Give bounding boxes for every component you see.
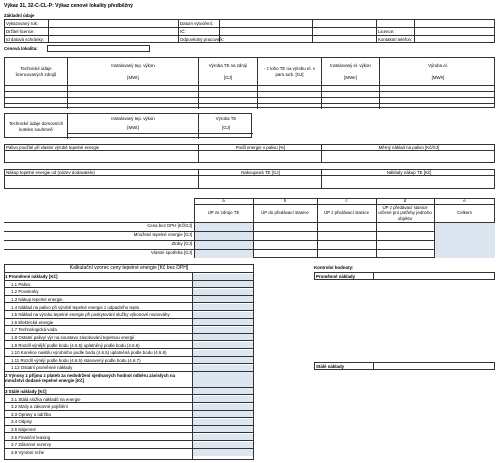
tech-col-installed-heat: Instalovaný tep. výkon bbox=[111, 63, 155, 68]
price-letter-e: e bbox=[463, 197, 466, 203]
calc-row-label: 3.1 Stálá složka nákladů na energie bbox=[11, 396, 81, 402]
price-row-quantity: Množství tepelné energie [GJ] bbox=[133, 232, 192, 237]
calc-row-label: 3.7 Zákonné rezervy bbox=[11, 442, 52, 448]
report-title: Výkaz 31, 32-C-CL-P: Výkaz cenové lokality předběžný bbox=[4, 3, 133, 9]
purchase-col-cost: Náklady nákup TE [Kč] bbox=[386, 169, 432, 175]
price-table bbox=[4, 198, 495, 258]
price-letter-c: c bbox=[345, 197, 348, 203]
control-fixed-row bbox=[314, 362, 495, 370]
tech-unit-mwh: [MWh] bbox=[431, 75, 445, 80]
fuel-col-unit-cost: Měrný náklad na palivo [Kč/GJ] bbox=[378, 144, 440, 150]
calc-row bbox=[4, 448, 254, 456]
calc-row bbox=[4, 356, 254, 364]
price-row-losses: Ztráty [GJ] bbox=[171, 241, 192, 246]
price-letter-a: a bbox=[222, 197, 225, 203]
calc-row bbox=[4, 340, 254, 348]
calc-row bbox=[4, 387, 254, 395]
calc-row-label: 3.3 Opravy a údržba bbox=[11, 411, 51, 417]
label-license-holder: Držitel licence: bbox=[6, 28, 35, 34]
calc-row-label: 1.1 Palivo bbox=[11, 281, 31, 287]
calc-row bbox=[4, 417, 254, 425]
boiler-table bbox=[4, 113, 252, 138]
calc-row-label: 3.8 Výrobní režie bbox=[11, 449, 45, 455]
tech-sources-header: Technické údaje licencovaných zdrojů bbox=[5, 58, 68, 85]
calc-row bbox=[4, 394, 254, 402]
price-col-total: Celkem bbox=[457, 210, 472, 216]
boiler-unit-gj: [GJ] bbox=[221, 125, 231, 130]
calc-row-label: 1.2 Povolenky bbox=[11, 289, 39, 295]
tech-col-turbine-heat: - z toho TE na výrobu el. v parn.turb. [GJ] bbox=[258, 58, 322, 85]
calc-row-label: 2 Výnosy z příjmu z plateb za nedodržení sjednaných hodnot odběru závislých na množství dodané tepelné energie [Kč] bbox=[5, 372, 176, 384]
price-col-to-station: ÚP do předávací stanice bbox=[261, 210, 309, 216]
boiler-header: Technické údaje domovních kotelen souhrnně bbox=[5, 114, 68, 139]
calc-row-value[interactable] bbox=[193, 372, 254, 387]
calc-row bbox=[4, 280, 254, 288]
calc-row-label: 1.11 Rozdíl výnějí podle bodu (4.6.5) stanovený podle bodu (4.6.7) bbox=[11, 357, 141, 363]
locality-field[interactable] bbox=[47, 45, 150, 52]
price-col-source: ÚP ze zdroje TE bbox=[207, 210, 240, 216]
calc-row-label: 1.12 Ostatní proměnné náklady bbox=[11, 365, 73, 371]
calc-row-label: 3.4 Odpisy bbox=[11, 419, 32, 425]
label-responsible-person: Odpovědný pracovník: bbox=[180, 36, 224, 42]
calc-row bbox=[4, 402, 254, 410]
calc-row-label: 3.2 Mzdy a zákonné pojištění bbox=[11, 404, 68, 410]
calc-row-value[interactable] bbox=[193, 449, 254, 456]
label-ico: IČ: bbox=[180, 28, 186, 34]
calc-row bbox=[4, 432, 254, 440]
calc-row bbox=[4, 333, 254, 341]
label-year: Vykazovaný rok: bbox=[6, 20, 39, 26]
fuel-col-fuel: Palivo použité při vlastní výrobě tepelné energie bbox=[6, 144, 100, 150]
calc-row bbox=[4, 371, 254, 387]
calc-row bbox=[4, 318, 254, 326]
fuel-table bbox=[4, 144, 495, 163]
calc-row bbox=[4, 310, 254, 318]
tech-col-el-production: Výroba el. bbox=[428, 63, 448, 68]
calc-row-label: 1.5 Náklad na výrobu tepelné energie při poskytování služby výkonové rovnováhy bbox=[11, 312, 170, 318]
calc-row bbox=[4, 348, 254, 356]
calc-row bbox=[4, 295, 254, 303]
calc-row-label: 3 Stálé náklady [Kč] bbox=[5, 388, 47, 394]
boiler-unit-mwt: [MWt] bbox=[127, 125, 139, 130]
price-letter-d: d bbox=[403, 197, 407, 203]
tech-sources-table bbox=[4, 57, 495, 108]
calc-row bbox=[4, 287, 254, 295]
label-contact-phone: Kontaktní telefon: bbox=[378, 36, 413, 42]
price-letter-b: b bbox=[283, 197, 287, 203]
tech-unit-mwe: [MWe] bbox=[344, 75, 357, 80]
control-fixed-label: Stálé náklady bbox=[316, 363, 345, 369]
control-title: Kontrolní hodnoty: bbox=[314, 265, 354, 270]
calc-row-label: 1.8 Ostatní palivy/ výr na soustavu zásobování tepelnou energií bbox=[11, 334, 135, 340]
tech-unit-gj: [GJ] bbox=[223, 75, 233, 80]
fuel-col-share: Podíl energie v palivu [%] bbox=[235, 144, 286, 150]
price-row-own-use: Vlastní spotřeba [GJ] bbox=[151, 250, 192, 255]
basic-info-title: Základní údaje bbox=[4, 13, 35, 18]
boiler-col-production: Výroba TE bbox=[215, 116, 237, 121]
calc-row bbox=[4, 425, 254, 433]
price-col-from-station: ÚP z předávací stanice bbox=[323, 210, 370, 216]
label-licence: Licence: bbox=[378, 28, 395, 34]
control-variable-label: Proměnné náklady bbox=[316, 273, 356, 279]
calc-row bbox=[4, 410, 254, 418]
calc-row bbox=[4, 325, 254, 333]
boiler-col-installed: Instalovaný tep. výkon bbox=[111, 116, 155, 121]
calc-row-label: 3.5 Nájemné bbox=[11, 426, 36, 432]
label-data-box: Id datová schránky: bbox=[6, 36, 45, 42]
tech-col-heat-production: Výroba TE na zdroji bbox=[208, 63, 248, 68]
calc-row-label: 1.10 Korekce nasitilu výrobního podle bodu (4.6.5) uplatněná podle bodu (4.6.6) bbox=[11, 350, 167, 356]
calc-row bbox=[4, 272, 254, 280]
price-row-price: Cena bez DPH [Kč/GJ] bbox=[147, 223, 192, 228]
calc-title: Kalkulační vzorec ceny tepelné energie [Kč bez DPH] bbox=[69, 264, 189, 271]
calc-row-label: 1.6 Elektrická energie bbox=[11, 319, 54, 325]
purchase-col-amount: Nakoupená TE [GJ] bbox=[241, 169, 280, 175]
tech-unit-mwt: [MWt] bbox=[127, 75, 139, 80]
calc-row-label: 1.7 Technologická voda bbox=[11, 327, 57, 333]
calc-row bbox=[4, 302, 254, 310]
calc-row-label: 1 Proměnné náklady [Kč] bbox=[5, 274, 58, 280]
purchase-table bbox=[4, 169, 495, 189]
locality-label: Cenová lokalita: bbox=[4, 46, 38, 51]
calc-row-label: 1.4 Náklad na palivo při výrobě tepelné energie z odpadního tepla bbox=[11, 304, 139, 310]
calc-table bbox=[4, 264, 254, 460]
label-created-date: Datum vytvoření: bbox=[180, 20, 214, 26]
purchase-col-supplier: Nákup tepelné energie od (název dodavatele) bbox=[6, 169, 95, 175]
control-variable-row bbox=[314, 272, 495, 280]
tech-col-installed-el: Instalovaný el. výkon bbox=[330, 63, 371, 68]
calc-row-label: 1.3 Nákup tepelné energie bbox=[11, 296, 63, 302]
calc-row bbox=[4, 440, 254, 448]
calc-row-label: 3.6 Finanční leasing bbox=[11, 434, 51, 440]
price-col-single-building: ÚP z předávací stanice určené pro potřeby jednoho objektu bbox=[378, 205, 432, 221]
calc-row bbox=[4, 363, 254, 371]
calc-row-label: 1.9 Rozdíl výnější podle bodu (4.6.5) uplatněný podle bodu (4.6.6) bbox=[11, 342, 140, 348]
basic-info-table bbox=[4, 19, 495, 43]
